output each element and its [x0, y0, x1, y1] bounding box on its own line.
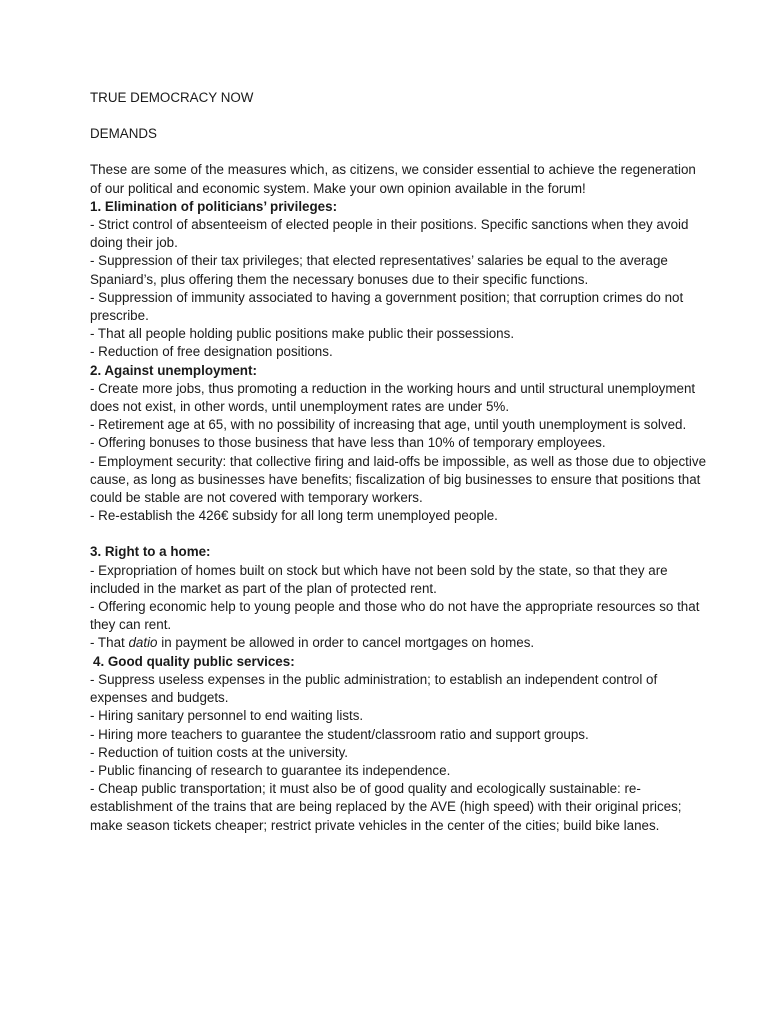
list-item-datio [90, 634, 708, 652]
list-item: - Hiring more teachers to guarantee the student/classroom ratio and support groups. [90, 726, 589, 742]
datio-before: - That [90, 635, 129, 651]
list-item: - Retirement age at 65, with no possibility of increasing that age, until youth unemployment is solved. [90, 417, 687, 433]
section-heading-2: 2. Against unemployment: [90, 362, 257, 378]
list-item: - Suppression of their tax privileges; that elected representatives’ salaries be equal to the average Spaniard’s, plus offering them the necessary bonuses due to their specific functions. [90, 253, 668, 287]
list-item: - Re-establish the 426€ subsidy for all long term unemployed people. [90, 508, 498, 524]
list-item: - Offering bonuses to those business that have less than 10% of temporary employees. [90, 435, 606, 451]
list-item: - Strict control of absenteeism of elected people in their positions. Specific sanctions when they avoid doing their job. [90, 217, 689, 251]
list-item: - Suppress useless expenses in the public administration; to establish an independent control of expenses and budgets. [90, 671, 658, 706]
list-item: - Reduction of tuition costs at the university. [90, 744, 349, 760]
list-item: - Suppression of immunity associated to having a government position; that corruption crimes do not prescribe. [90, 289, 684, 324]
list-item: - Reduction of free designation positions. [90, 344, 333, 360]
list-item: - Create more jobs, thus promoting a reduction in the working hours and until structural unemployment does not exist, in other words, until unemployment rates are under 5%. [90, 380, 696, 415]
list-item: - Public financing of research to guarantee its independence. [90, 762, 451, 778]
doc-subtitle: DEMANDS [90, 126, 157, 142]
list-item: - That all people holding public positions make public their possessions. [90, 326, 515, 342]
list-item: - Offering economic help to young people and those who do not have the appropriate resources so that they can rent. [90, 599, 700, 633]
datio-after: in payment be allowed in order to cancel mortgages on homes. [157, 635, 535, 651]
list-item: - Hiring sanitary personnel to end waiting lists. [90, 708, 364, 724]
section-heading-4: 4. Good quality public services: [93, 653, 295, 669]
section-heading-1: 1. Elimination of politicians’ privileges: [90, 198, 338, 214]
list-item: - Expropriation of homes built on stock but which have not been sold by the state, so that they are included in the market as part of the plan of protected rent. [90, 562, 668, 596]
list-item: - Cheap public transportation; it must also be of good quality and ecologically sustainable: re-establishment of the trains that are being replaced by the AVE (high speed) with their original prices; make season tickets cheaper; restrict private vehicles in the center of the cities; build bike lanes. [90, 781, 682, 833]
section-heading-3: 3. Right to a home: [90, 544, 211, 560]
list-item: - Employment security: that collective firing and laid-offs be impossible, as well as those due to objective cause, as long as businesses have benefits; fiscalization of big businesses to ensure that positions that could be stable are not covered with temporary workers. [90, 453, 707, 506]
doc-title: TRUE DEMOCRACY NOW [90, 90, 254, 105]
intro-paragraph: These are some of the measures which, as citizens, we consider essential to achieve the regeneration of our political and economic system. Make your own opinion available in the forum! [90, 162, 696, 196]
datio-italic: datio [128, 635, 158, 651]
